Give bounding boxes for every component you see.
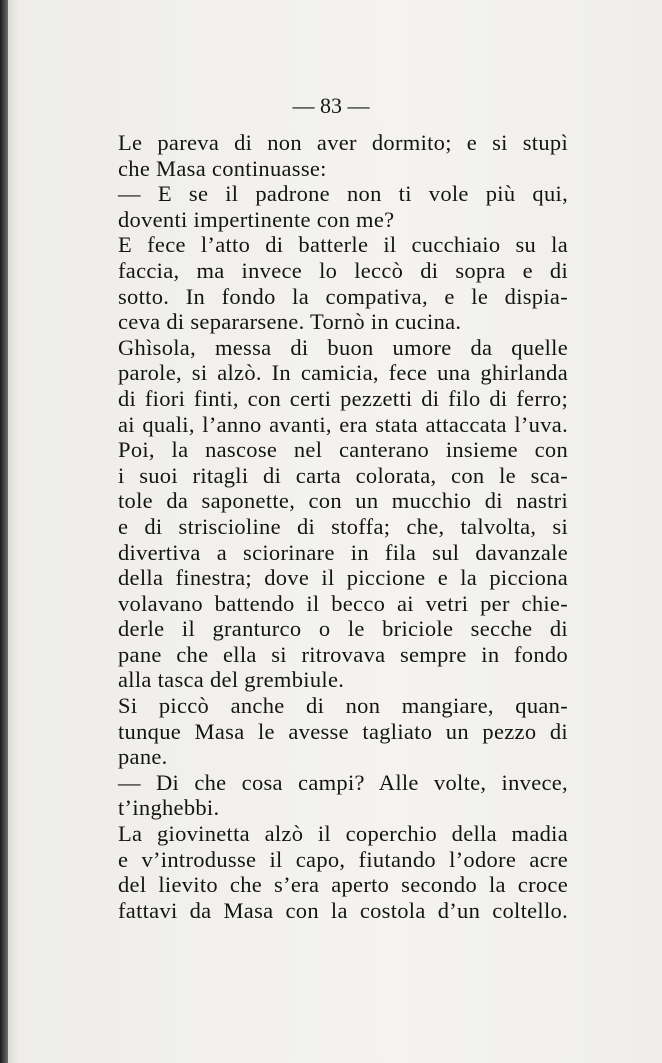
text-line: parole, si alzò. In camicia, fece una ghirlanda [118,360,568,386]
text-line: Le pareva di non aver dormito; e si stupì [118,130,568,155]
text-line: pane. [118,744,168,770]
text-line: volavano battendo il becco ai vetri per chie- [118,590,568,616]
text-line: del lievito che s’era aperto secondo la croce [118,872,568,898]
text-line: ceva di separarsene. Tornò in cucina. [118,309,462,335]
text-line: Si piccò anche di non mangiare, quan- [118,693,568,719]
text-line: fattavi da Masa con la costola d’un coltello. [118,897,568,923]
text-line: derle il granturco o le briciole secche di [118,616,568,642]
text-line: t’inghebbi. [118,795,220,821]
text-line: i suoi ritagli di carta colorata, con le sca- [118,462,568,488]
page-number: — 83 — [292,93,370,118]
text-line: sotto. In fondo la compativa, e le dispia- [118,283,568,309]
text-line: ai quali, l’anno avanti, era stata attaccata l’uva. [118,411,568,437]
text-line: — E se il padrone non ti vole più qui, [118,181,568,207]
text-line: che Masa continuasse: [118,155,327,181]
text-line: E fece l’atto di batterle il cucchiaio su la [118,232,568,258]
text-line: alla tasca del grembiule. [118,667,345,693]
text-line: La giovinetta alzò il coperchio della madia [118,821,568,847]
text-line: tunque Masa le avesse tagliato un pezzo di [118,718,568,744]
text-line: doventi impertinente con me? [118,206,395,232]
text-line: tole da saponette, con un mucchio di nastri [118,488,568,514]
text-line: faccia, ma invece lo leccò di sopra e di [118,257,568,283]
text-line: Poi, la nascose nel canterano insieme con [118,437,568,463]
text-line: di fiori finti, con certi pezzetti di filo di ferro; [118,385,568,411]
text-line: e v’introdusse il capo, fiutando l’odore acre [118,846,568,872]
text-line: della finestra; dove il piccione e la picciona [118,565,568,591]
text-line: e di striscioline di stoffa; che, talvolta, si [118,513,568,539]
text-line: divertiva a sciorinare in fila sul davanzale [118,539,568,565]
text-line: Ghìsola, messa di buon umore da quelle [118,334,568,360]
page-spine-shadow [0,0,8,1063]
text-line: — Di che cosa campi? Alle volte, invece, [118,769,568,795]
text-line: pane che ella si ritrovava sempre in fondo [118,641,568,667]
body-text [118,130,568,923]
